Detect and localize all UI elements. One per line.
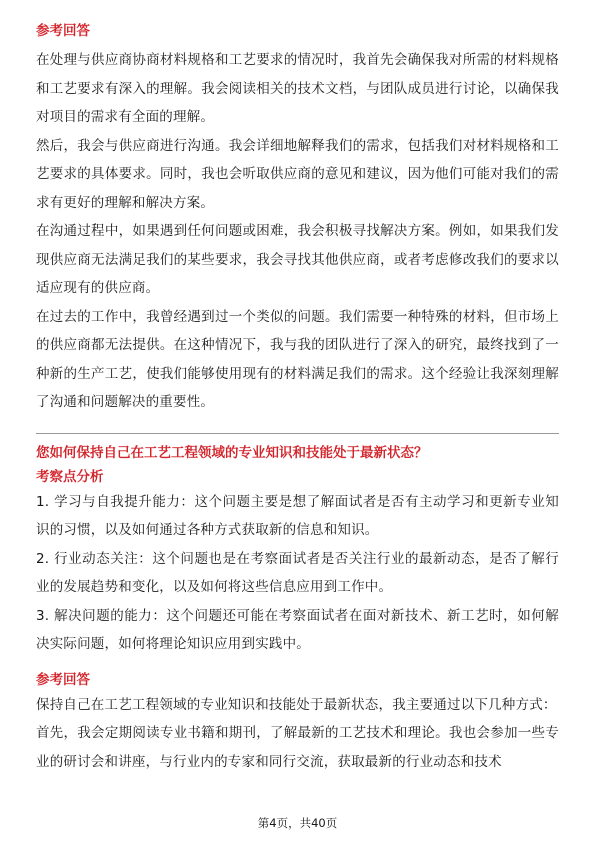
question-title: 您如何保持自己在工艺工程领域的专业知识和技能处于最新状态？: [36, 444, 428, 461]
analysis-item: 2. 行业动态关注：这个问题也是在考察面试者是否关注行业的最新动态，是否了解行业的发展趋势和变化，以及如何将这些信息应用到工作中。: [36, 550, 559, 595]
answer-paragraph: 在过去的工作中，我曾经遇到过一个类似的问题。我们需要一种特殊的材料，但市场上的供应商都无法提供。在这种情况下，我与我的团队进行了深入的研究，最终找到了一种新的生产工艺，使我们能够使用现有的材料满足我们的需求。这个经验让我深刻理解了沟通和问题解决的重要性。: [36, 308, 559, 410]
section-heading-reference-answer: 参考回答: [36, 671, 90, 688]
page-number-footer: 第4页，共40页: [257, 816, 338, 830]
answer-paragraph: 在沟通过程中，如果遇到任何问题或困难，我会积极寻找解决方案。例如，如果我们发现供应商无法满足我们的某些要求，我会寻找其他供应商，或者考虑修改我们的要求以适应现有的供应商。: [36, 223, 559, 296]
answer-paragraph: 然后，我会与供应商进行沟通。我会详细地解释我们的需求，包括我们对材料规格和工艺要求的具体要求。同时，我也会听取供应商的意见和建议，因为他们可能对我们的需求有更好的理解和解决方案。: [36, 137, 559, 211]
section-heading-analysis: 考察点分析: [36, 468, 104, 485]
page-content: [36, 20, 559, 776]
analysis-item: 1. 学习与自我提升能力：这个问题主要是想了解面试者是否有主动学习和更新专业知识的习惯，以及如何通过各种方式获取新的信息和知识。: [36, 493, 559, 538]
answer-paragraph: 保持自己在工艺工程领域的专业知识和技能处于最新状态，我主要通过以下几种方式：: [36, 696, 557, 713]
section-heading-reference-answer: 参考回答: [36, 23, 90, 39]
answer-paragraph: 在处理与供应商协商材料规格和工艺要求的情况时，我首先会确保我对所需的材料规格和工艺要求有深入的理解。我会阅读相关的技术文档，与团队成员进行讨论，以确保我对项目的需求有全面的理解。: [36, 52, 559, 125]
analysis-item: 3. 解决问题的能力：这个问题还可能在考察面试者在面对新技术、新工艺时，如何解决实际问题，如何将理论知识应用到实践中。: [36, 607, 559, 652]
answer-paragraph: 首先，我会定期阅读专业书籍和期刊，了解最新的工艺技术和理论。我也会参加一些专业的研讨会和讲座，与行业内的专家和同行交流，获取最新的行业动态和技术: [36, 725, 559, 770]
section-divider: [36, 433, 559, 434]
